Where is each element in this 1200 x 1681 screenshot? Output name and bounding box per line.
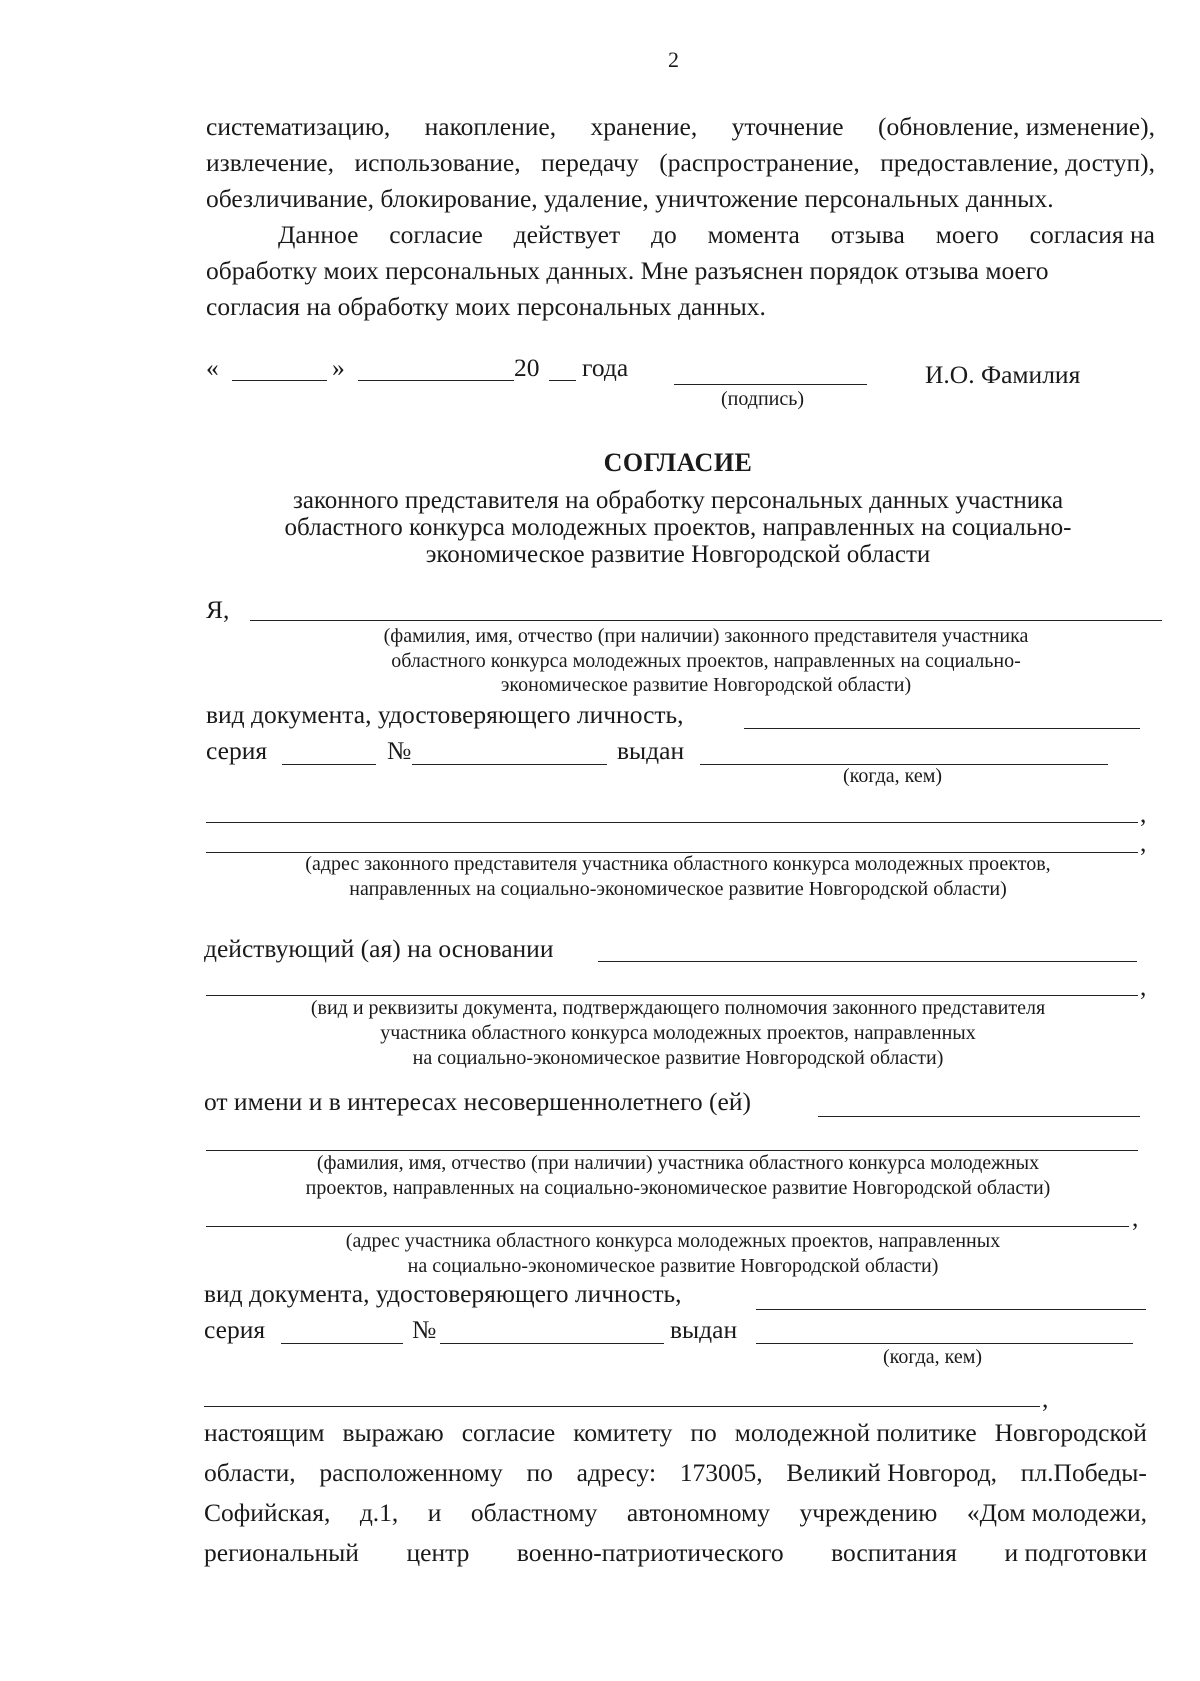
minor-name-caption: (фамилия, имя, отчество (при наличии) участника областного конкурса молодежных xyxy=(316,1152,1040,1174)
i-label: Я, xyxy=(206,595,230,624)
number-label: № xyxy=(387,736,412,765)
subtitle-line: законного представителя на обработку персональных данных участника xyxy=(292,487,1064,514)
rep-address-caption: направленных на социально-экономическое развитие Новгородской области) xyxy=(349,878,1007,900)
minor-issued-line xyxy=(756,1343,1133,1344)
minor-issued-caption: (когда, кем) xyxy=(883,1346,983,1368)
series-label: серия xyxy=(206,736,268,765)
basis-caption: на социально-экономическое развитие Новгородской области) xyxy=(412,1047,944,1069)
page-number: 2 xyxy=(668,47,679,72)
minor-doc-type-line xyxy=(756,1309,1146,1310)
subtitle-line: областного конкурса молодежных проектов, направленных на социально- xyxy=(284,514,1072,541)
signature-line xyxy=(674,384,867,385)
paragraph-line: настоящим выражаю согласие комитету по молодежной политике Новгородской xyxy=(204,1418,1147,1447)
minor-name-line xyxy=(818,1116,1140,1117)
paragraph-line: обработку моих персональных данных. Мне разъяснен порядок отзыва моего xyxy=(206,256,1049,285)
address-line-1 xyxy=(206,822,1138,823)
basis-line xyxy=(598,961,1137,962)
comma: , xyxy=(1042,1384,1049,1413)
paragraph-line: обезличивание, блокирование, удаление, уничтожение персональных данных. xyxy=(206,184,1054,213)
minor-name-caption: проектов, направленных на социально-экономическое развитие Новгородской области) xyxy=(305,1177,1051,1199)
year-line xyxy=(549,380,576,381)
comma: , xyxy=(1140,828,1147,857)
minor-extra-line xyxy=(204,1406,1040,1407)
comma: , xyxy=(1132,1203,1139,1232)
minor-series-line xyxy=(281,1343,403,1344)
date-close-quote: » xyxy=(332,353,345,382)
comma: , xyxy=(1140,799,1147,828)
paragraph-line: систематизацию, накопление, хранение, уточнение (обновление, изменение), xyxy=(206,112,1155,141)
minor-issued-label: выдан xyxy=(670,1315,738,1344)
year-word: года xyxy=(582,353,629,382)
signer-name: И.О. Фамилия xyxy=(925,360,1081,389)
month-line xyxy=(358,380,514,381)
series-line xyxy=(282,764,376,765)
year-prefix: 20 xyxy=(514,353,540,382)
minor-number-label: № xyxy=(412,1315,437,1344)
subtitle-line: экономическое развитие Новгородской области xyxy=(425,541,931,568)
minor-address-line xyxy=(206,1226,1129,1227)
minor-doc-type-label: вид документа, удостоверяющего личность, xyxy=(204,1279,682,1308)
minor-series-label: серия xyxy=(204,1315,266,1344)
number-line xyxy=(412,764,607,765)
issued-caption: (когда, кем) xyxy=(843,765,943,787)
signature-caption: (подпись) xyxy=(721,388,805,410)
minor-number-line xyxy=(440,1343,664,1344)
rep-name-caption: областного конкурса молодежных проектов, направленных на социально- xyxy=(391,650,1021,672)
day-line xyxy=(232,380,327,381)
comma: , xyxy=(1140,972,1147,1001)
issued-label: выдан xyxy=(617,736,685,765)
paragraph-line: региональный центр военно-патриотического воспитания и подготовки xyxy=(204,1538,1147,1567)
basis-caption: (вид и реквизиты документа, подтверждающего полномочия законного представителя xyxy=(310,997,1046,1019)
paragraph-line: извлечение, использование, передачу (распространение, предоставление, доступ), xyxy=(206,148,1155,177)
minor-address-caption: на социально-экономическое развитие Новгородской области) xyxy=(407,1255,939,1277)
acting-label: действующий (ая) на основании xyxy=(204,934,554,963)
paragraph-line: Софийская, д.1, и областному автономному учреждению «Дом молодежи, xyxy=(204,1498,1147,1527)
doc-type-label: вид документа, удостоверяющего личность, xyxy=(206,700,684,729)
rep-address-caption: (адрес законного представителя участника областного конкурса молодежных проектов, xyxy=(305,853,1051,875)
doc-type-line xyxy=(744,728,1140,729)
paragraph-line: области, расположенному по адресу: 173005, Великий Новгород, пл.Победы- xyxy=(204,1458,1147,1487)
rep-name-caption: (фамилия, имя, отчество (при наличии) законного представителя участника xyxy=(383,625,1029,647)
minor-address-caption: (адрес участника областного конкурса молодежных проектов, направленных xyxy=(345,1230,1001,1252)
rep-name-line xyxy=(250,620,1162,621)
date-open-quote: « xyxy=(206,353,219,382)
rep-name-caption: экономическое развитие Новгородской области) xyxy=(500,674,912,696)
paragraph-line: Данное согласие действует до момента отзыва моего согласия на xyxy=(278,220,1155,249)
basis-caption: участника областного конкурса молодежных проектов, направленных xyxy=(380,1022,976,1044)
paragraph-line: согласия на обработку моих персональных данных. xyxy=(206,292,766,321)
minor-label: от имени и в интересах несовершеннолетнего (ей) xyxy=(204,1087,752,1116)
document-title: СОГЛАСИЕ xyxy=(603,448,753,477)
